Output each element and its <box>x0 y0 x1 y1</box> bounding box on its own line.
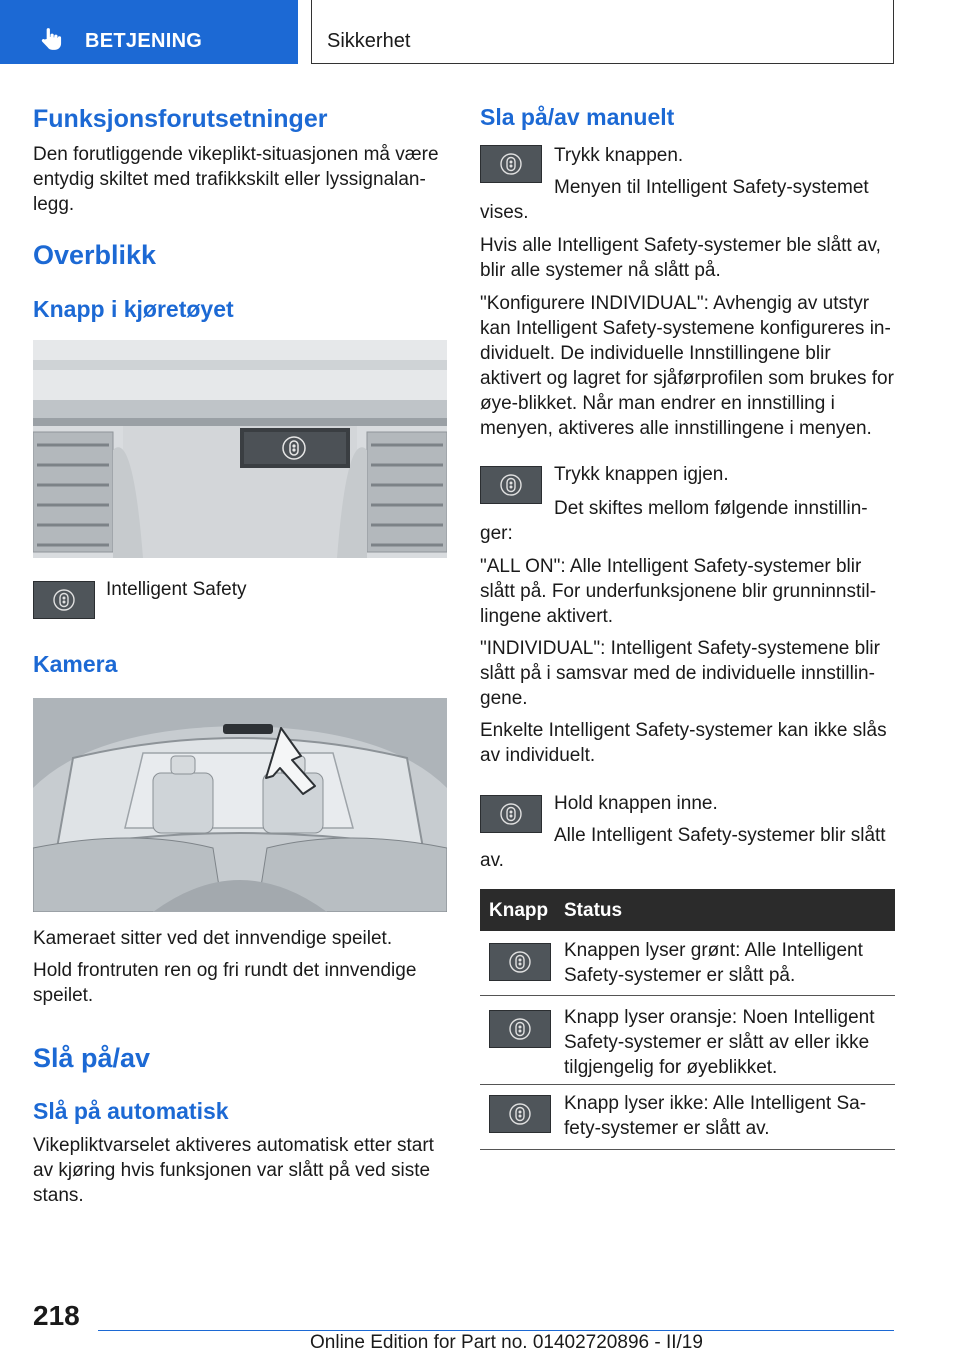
status-text: Knapp lyser ikke: Alle Intelligent Sa-fety-systemer er slått av. <box>564 1093 867 1139</box>
heading-button-in-vehicle: Knapp i kjøretøyet <box>33 296 234 322</box>
button-caption: Intelligent Safety <box>106 579 247 600</box>
column-header-button: Knapp <box>489 900 549 921</box>
heading-camera: Kamera <box>33 651 118 677</box>
heading-requirements: Funksjonsforutsetninger <box>33 105 328 133</box>
step2-result: Det skiftes mellom følgende innstillin-ger: <box>480 498 868 544</box>
camera-text-1: Kameraet sitter ved det innvendige speilet. <box>33 928 393 949</box>
intelligent-safety-button <box>489 1010 551 1048</box>
intelligent-safety-button <box>489 1095 551 1133</box>
footer-divider <box>98 1330 894 1331</box>
intelligent-safety-icon <box>500 474 522 496</box>
intelligent-safety-icon <box>509 1103 531 1125</box>
heading-overview: Overblikk <box>33 240 157 270</box>
heading-on-off: Slå på/av <box>33 1043 151 1073</box>
heading-auto-on: Slå på automatisk <box>33 1098 229 1124</box>
camera-text-2: Hold frontruten ren og fri rundt det innvendige speilet. <box>33 960 417 1006</box>
requirements-text: Den forutliggende vikeplikt-situasjonen må være entydig skiltet med trafikkskilt eller lyssignalan-legg. <box>33 144 439 215</box>
breadcrumb <box>311 0 894 64</box>
hand-pointer-icon <box>38 26 64 52</box>
intelligent-safety-icon <box>53 589 75 611</box>
manual-text-1: Hvis alle Intelligent Safety-systemer ble slått av, blir alle systemer nå slått på. <box>480 235 881 281</box>
intelligent-safety-icon <box>500 153 522 175</box>
intelligent-safety-icon <box>500 803 522 825</box>
status-text: Knappen lyser grønt: Alle Intelligent Safety-systemer er slått på. <box>564 940 863 986</box>
step1-result: Menyen til Intelligent Safety-systemet vises. <box>480 177 869 223</box>
manual-text-3: "ALL ON": Alle Intelligent Safety-systemer blir slått på. For underfunksjonene blir grunninnstil-lingene aktivert. <box>480 556 877 627</box>
column-header-status: Status <box>564 900 623 921</box>
manual-text-2: "Konfigurere INDIVIDUAL": Avhengig av utstyr kan Intelligent Safety-systemene konfigureres in-dividuelt. De individuelle Innstillingene blir aktivert og lagret for sjåførprofilen som brukes for øye-blikket. Når man endrer en innstilling i menyen, aktiveres alle innstillingene i menyen. <box>480 293 894 439</box>
manual-text-4: "INDIVIDUAL": Intelligent Safety-systemene blir slått på i samsvar med de individuelle innstillin-gene. <box>480 638 880 709</box>
intelligent-safety-icon <box>509 1018 531 1040</box>
auto-on-text: Vikepliktvarselet aktiveres automatisk etter start av kjøring hvis funksjonen var slått på ved siste stans. <box>33 1135 434 1206</box>
dashboard-button-image <box>33 340 447 558</box>
step3-text: Hold knappen inne. <box>554 793 718 814</box>
step1-text: Trykk knappen. <box>554 145 684 166</box>
step2-text: Trykk knappen igjen. <box>554 464 729 485</box>
intelligent-safety-icon <box>509 951 531 973</box>
status-table <box>480 889 895 1150</box>
section-label: BETJENING <box>85 30 203 52</box>
camera-interior-image <box>33 698 447 912</box>
page-number: 218 <box>33 1300 80 1331</box>
manual-text-5: Enkelte Intelligent Safety-systemer kan ikke slås av individuelt. <box>480 720 887 766</box>
table-header <box>480 889 895 931</box>
heading-manual: Sla på/av manuelt <box>480 104 675 130</box>
breadcrumb-label: Sikkerhet <box>327 30 411 52</box>
table-row <box>480 931 895 996</box>
table-row <box>480 1085 895 1150</box>
table-row <box>480 996 895 1085</box>
intelligent-safety-button <box>33 581 95 619</box>
status-text: Knapp lyser oransje: Noen Intelligent Safety-systemer er slått av eller ikke tilgjengelig for øyeblikket. <box>564 1007 875 1078</box>
intelligent-safety-button <box>489 943 551 981</box>
section-tab[interactable] <box>0 0 298 64</box>
step3-result: Alle Intelligent Safety-systemer blir slått av. <box>480 825 886 871</box>
footer-edition: Online Edition for Part no. 01402720896 - II/19 <box>310 1332 703 1353</box>
